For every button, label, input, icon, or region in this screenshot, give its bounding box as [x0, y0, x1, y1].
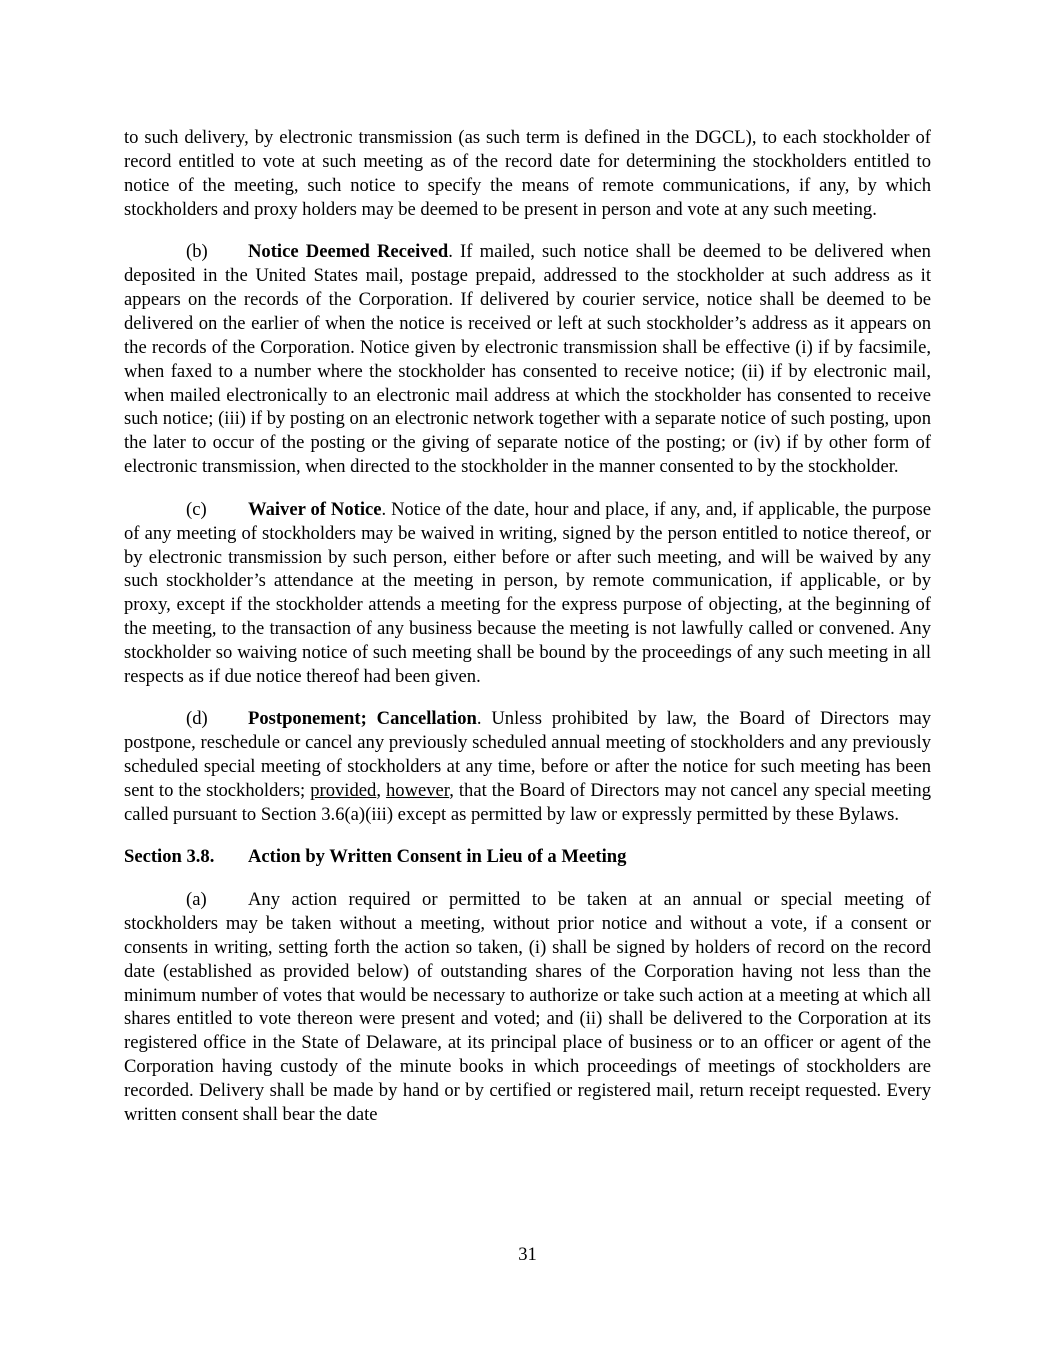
page-number: 31: [518, 1244, 537, 1265]
document-page: [124, 126, 931, 1145]
paragraph-title: Postponement; Cancellation: [248, 708, 477, 730]
paragraph-text: to such delivery, by electronic transmission (as such term is defined in the DGCL), to each stockholder of record entitled to vote at such meeting as of the record date for determining the stockholders entitled to notice of the meeting, such notice to specify the means of remote communications, if any, by which stockholders and proxy holders may be deemed to be present in person and vote at any such meeting.: [124, 127, 931, 220]
paragraph-title: Waiver of Notice: [248, 498, 382, 520]
however-term: however: [385, 780, 450, 802]
paragraph-c-waiver-of-notice: [124, 498, 931, 689]
paragraph-label: (d): [186, 708, 208, 730]
section-heading: [124, 845, 931, 869]
paragraph-label: (a): [186, 888, 207, 910]
paragraph-continuation: [124, 126, 931, 222]
paragraph-text: . Notice of the date, hour and place, if any, and, if applicable, the purpose of any meeting of stockholders may be waived in writing, signed by the person entitled to notice thereof, or by electronic transmission by such person, either before or after such meeting, and will be waived by any such stockholder’s attendance at the meeting in person, by remote communication, if applicable, or by proxy, except if the stockholder attends a meeting for the express purpose of objecting, at the beginning of the meeting, to the transaction of any business because the meeting is not lawfully called or convened. Any stockholder so waiving notice of such meeting shall be bound by the proceedings of any such meeting in all respects as if due notice thereof had been given.: [124, 498, 931, 688]
paragraph-text: , that the Board of Directors may not cancel any special meeting called pursuant to Section 3.6(a)(iii) except as permitted by law or expressly permitted by these Bylaws.: [124, 780, 932, 826]
paragraph-d-postponement-cancellation: [124, 707, 931, 827]
section-number: Section 3.8.: [124, 846, 215, 868]
paragraph-label: (c): [186, 498, 207, 520]
paragraph-title: Notice Deemed Received: [248, 241, 449, 263]
paragraph-b-notice-deemed-received: [124, 240, 931, 479]
paragraph-text: . If mailed, such notice shall be deemed to be delivered when deposited in the United States mail, postage prepaid, addressed to the stockholder at such address as it appears on the records of the Corporation. If delivered by courier service, notice shall be deemed to be delivered on the earlier of when the notice is received or left at such stockholder’s address as it appears on the records of the Corporation. Notice given by electronic transmission shall be effective (i) if by facsimile, when faxed to a number where the stockholder has consented to receive notice; (ii) if by electronic mail, when mailed electronically to an electronic mail address at which the stockholder has consented to receive such notice; (iii) if by posting on an electronic network together with a separate notice of such posting, upon the later to occur of the posting or the giving of separate notice of the posting; or (iv) if by other form of electronic transmission, when directed to the stockholder in the manner consented to by the stockholder.: [124, 241, 931, 478]
paragraph-text: . Unless prohibited by law, the Board of Directors may postpone, reschedule or cancel any previously scheduled annual meeting of stockholders and any previously scheduled special meeting of stockholders at any time, before or after the notice for such meeting has been sent to the stockholders;: [124, 708, 932, 802]
paragraph-text: Any action required or permitted to be taken at an annual or special meeting of stockholders may be taken without a meeting, without prior notice and without a vote, if a consent or consents in writing, setting forth the action so taken, (i) shall be signed by holders of record on the record date (established as provided below) of outstanding shares of the Corporation having not less than the minimum number of votes that would be necessary to authorize or take such action at a meeting at which all shares entitled to vote thereon were present and voted; and (ii) shall be delivered to the Corporation at its registered office in the State of Delaware, at its principal place of business or to an officer or agent of the Corporation having custody of the minute books in which proceedings of meetings of stockholders are recorded. Delivery shall be made by hand or by certified or registered mail, return receipt requested. Every written consent shall bear the date: [124, 888, 931, 1126]
paragraph-text-comma: ,: [376, 780, 386, 802]
section-title: Action by Written Consent in Lieu of a Meeting: [248, 846, 627, 868]
paragraph-label: (b): [186, 241, 208, 263]
paragraph-a-action-by-consent: [124, 888, 931, 1127]
provided-term: provided: [310, 780, 377, 802]
